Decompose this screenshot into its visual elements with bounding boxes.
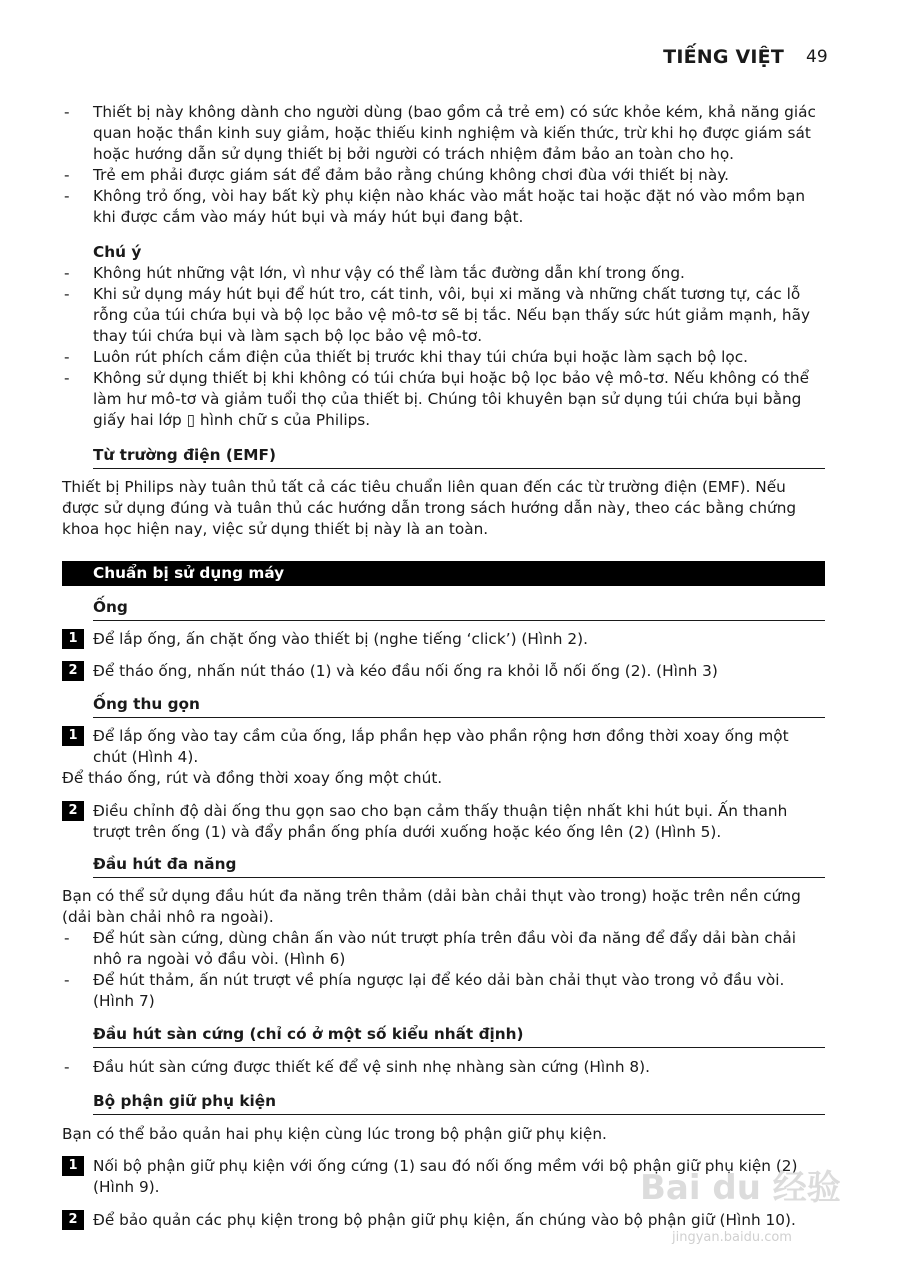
list-item: - Không hút những vật lớn, vì như vậy có thể làm tắc đường dẫn khí trong ống. [62, 263, 825, 284]
section-heading-tube: Ống [93, 597, 825, 621]
section-heading-multi-nozzle: Đầu hút đa năng [93, 854, 825, 878]
emf-paragraph: Thiết bị Philips này tuân thủ tất cả các tiêu chuẩn liên quan đến các từ trường điện (EMF). Nếu được sử dụng đúng và tuân thủ các hướng dẫn trong sách hướng dẫn này, theo các bằng chứng khoa học hiện nay, việc sử dụng thiết bị này là an toàn. [62, 478, 797, 538]
warning-list [62, 102, 825, 228]
page-number: 49 [806, 47, 828, 67]
step-number: 1 [62, 629, 84, 649]
watermark-url: jingyan.baidu.com [672, 1230, 792, 1245]
step-text: Để lắp ống vào tay cầm của ống, lắp phần hẹp vào phần rộng hơn đồng thời xoay ống một chút (Hình 4). [93, 727, 789, 766]
step-text: Để tháo ống, nhấn nút tháo (1) và kéo đầu nối ống ra khỏi lỗ nối ống (2). (Hình 3) [93, 662, 718, 680]
step-number: 2 [62, 1210, 84, 1230]
step-item [62, 801, 825, 843]
step-text: Để lắp ống, ấn chặt ống vào thiết bị (nghe tiếng ‘click’) (Hình 2). [93, 630, 588, 648]
step-number: 2 [62, 801, 84, 821]
page-header-title: TIẾNG VIỆT [663, 46, 784, 68]
step-item [62, 1210, 825, 1231]
caution-list [62, 263, 825, 431]
list-item: - Để hút sàn cứng, dùng chân ấn vào nút trượt phía trên đầu vòi đa năng để đẩy dải bàn chải nhô ra ngoài vỏ đầu vòi. (Hình 6) [62, 928, 825, 970]
list-item: - Luôn rút phích cắm điện của thiết bị trước khi thay túi chứa bụi hoặc làm sạch bộ lọc. [62, 347, 825, 368]
section-heading-telescopic: Ống thu gọn [93, 694, 825, 718]
section-bar-preparation: Chuẩn bị sử dụng máy [62, 561, 825, 586]
step-text: Để bảo quản các phụ kiện trong bộ phận giữ phụ kiện, ấn chúng vào bộ phận giữ (Hình 10). [93, 1211, 796, 1229]
section-heading-emf: Từ trường điện (EMF) [93, 445, 825, 469]
hard-floor-list [62, 1057, 825, 1078]
list-item: - Không sử dụng thiết bị khi không có túi chứa bụi hoặc bộ lọc bảo vệ mô-tơ. Nếu không có thể làm hư mô-tơ và giảm tuổi thọ của thiết bị. Chúng tôi khuyên bạn sử dụng túi chứa bụi bằng giấy hai lớp ▯ hình chữ s của Philips. [62, 368, 825, 431]
list-item: - Khi sử dụng máy hút bụi để hút tro, cát tinh, vôi, bụi xi măng và những chất tương tự, các lỗ rỗng của túi chứa bụi và bộ lọc bảo vệ mô-tơ sẽ bị tắc. Nếu bạn thấy sức hút giảm mạnh, hãy thay túi chứa bụi và làm sạch bộ lọc bảo vệ mô-tơ. [62, 284, 825, 347]
list-item: - Đầu hút sàn cứng được thiết kế để vệ sinh nhẹ nhàng sàn cứng (Hình 8). [62, 1057, 825, 1078]
watermark-logo: Bai du 经验 [640, 1168, 841, 1208]
telescopic-note: Để tháo ống, rút và đồng thời xoay ống một chút. [62, 769, 443, 787]
step-item [62, 661, 825, 682]
section-heading-accessory-holder: Bộ phận giữ phụ kiện [93, 1091, 825, 1115]
step-text: Điều chỉnh độ dài ống thu gọn sao cho bạn cảm thấy thuận tiện nhất khi hút bụi. Ấn thanh trượt trên ống (1) và đẩy phần ống phía dưới xuống hoặc kéo ống lên (2) (Hình 5). [93, 802, 788, 841]
accessory-holder-paragraph: Bạn có thể bảo quản hai phụ kiện cùng lúc trong bộ phận giữ phụ kiện. [62, 1125, 607, 1143]
step-number: 1 [62, 726, 84, 746]
step-number: 1 [62, 1156, 84, 1176]
step-number: 2 [62, 661, 84, 681]
caution-title: Chú ý [93, 243, 142, 261]
multi-nozzle-paragraph: Bạn có thể sử dụng đầu hút đa năng trên thảm (dải bàn chải thụt vào trong) hoặc trên nền cứng (dải bàn chải nhô ra ngoài). [62, 887, 801, 926]
list-item: - Để hút thảm, ấn nút trượt về phía ngược lại để kéo dải bàn chải thụt vào trong vỏ đầu vòi. (Hình 7) [62, 970, 825, 1012]
list-item: - Không trỏ ống, vòi hay bất kỳ phụ kiện nào khác vào mắt hoặc tai hoặc đặt nó vào mồm bạn khi được cắm vào máy hút bụi và máy hút bụi đang bật. [62, 186, 825, 228]
list-item: - Thiết bị này không dành cho người dùng (bao gồm cả trẻ em) có sức khỏe kém, khả năng giác quan hoặc thần kinh suy giảm, hoặc thiếu kinh nghiệm và kiến thức, trừ khi họ được giám sát hoặc hướng dẫn sử dụng thiết bị bởi người có trách nhiệm đảm bảo an toàn cho họ. [62, 102, 825, 165]
section-heading-hard-floor: Đầu hút sàn cứng (chỉ có ở một số kiểu nhất định) [93, 1024, 825, 1048]
list-item: - Trẻ em phải được giám sát để đảm bảo rằng chúng không chơi đùa với thiết bị này. [62, 165, 825, 186]
step-text: Nối bộ phận giữ phụ kiện với ống cứng (1) sau đó nối ống mềm với bộ phận giữ phụ kiện (2) (Hình 9). [93, 1157, 798, 1196]
step-item [62, 629, 825, 650]
step-item [62, 726, 825, 768]
multi-nozzle-list [62, 928, 825, 1012]
